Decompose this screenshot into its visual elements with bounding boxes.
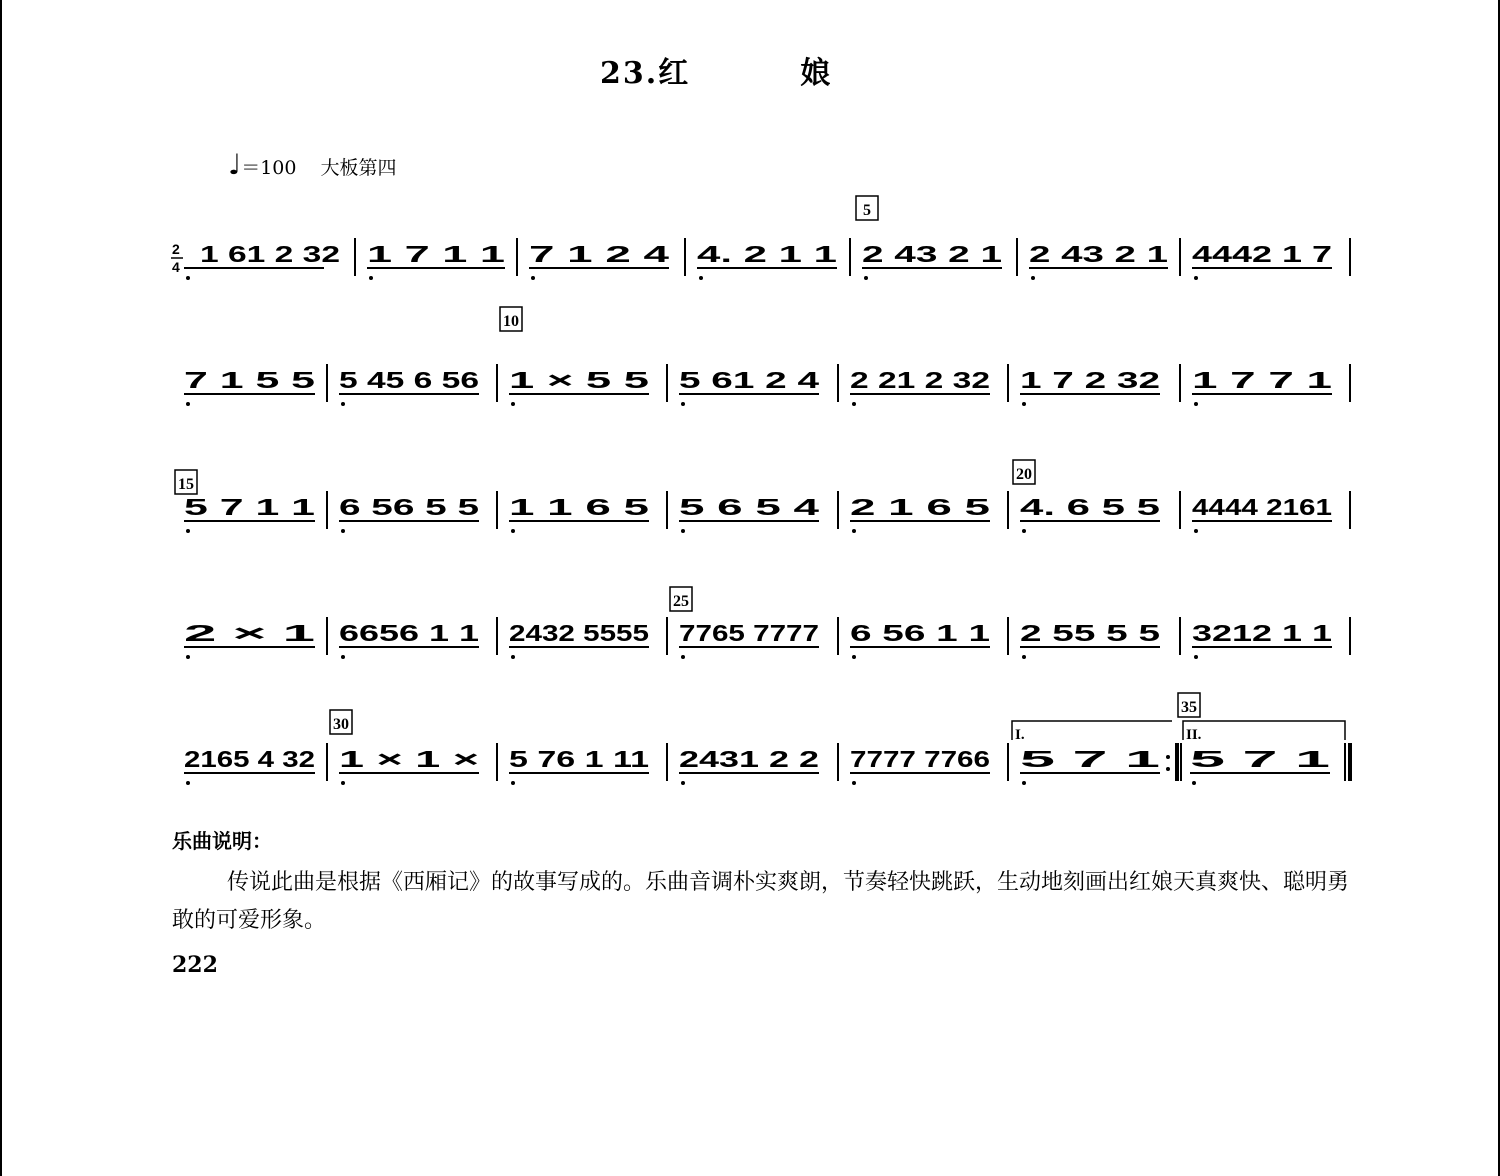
time-sig-bottom: 4 [172, 259, 180, 275]
octave-dot [341, 402, 345, 406]
measure-notes: 3212 1 1 [1192, 620, 1333, 646]
octave-dot [186, 529, 190, 533]
tempo-style: 大板第四 [320, 157, 397, 179]
measure-notes: 2 21 2 32 [850, 367, 990, 393]
measure-notes: 7 1 2 4 [529, 241, 670, 267]
octave-dot [186, 655, 190, 659]
measure-notes: 2 43 2 1 [1029, 241, 1169, 267]
octave-dot [681, 402, 685, 406]
octave-dot [1194, 655, 1198, 659]
rehearsal-mark-number: 30 [333, 716, 349, 733]
title-word-1: 红 [658, 56, 691, 91]
octave-dot [681, 529, 685, 533]
page-number: 222 [172, 952, 218, 978]
measure-notes: 2431 2 2 [679, 746, 819, 772]
octave-dot [511, 655, 515, 659]
measure-notes: 7765 7777 [679, 620, 819, 646]
measure-notes: 2432 5555 [509, 620, 650, 646]
time-sig-top: 2 [172, 241, 180, 257]
measure-notes: 2 1 6 5 [850, 494, 991, 520]
measure-notes: 2 × 1 [184, 620, 316, 646]
notes-paragraph: 传说此曲是根据《西厢记》的故事写成的。乐曲音调朴实爽朗，节奏轻快跳跃，生动地刻画出红娘天真爽快、聪明勇敢的可爱形象。 [172, 870, 1350, 933]
octave-dot [1022, 655, 1026, 659]
measure-notes: 5 61 2 4 [679, 367, 820, 393]
octave-dot [1031, 276, 1035, 280]
octave-dot [511, 781, 515, 785]
measure-notes: 6 56 5 5 [339, 494, 480, 520]
rehearsal-mark-number: 35 [1181, 699, 1197, 716]
notes-label: 乐曲说明： [172, 829, 272, 853]
measure-notes: 2 55 5 5 [1020, 620, 1161, 646]
measure-notes: 1 × 1 × [339, 746, 479, 772]
octave-dot [186, 402, 190, 406]
measure-notes: 5 76 1 11 [509, 746, 650, 772]
measure-notes: 4. 2 1 1 [697, 241, 838, 267]
octave-dot [531, 276, 535, 280]
measure-notes: 4. 6 5 5 [1020, 494, 1161, 520]
octave-dot [864, 276, 868, 280]
octave-dot [852, 402, 856, 406]
measure-notes: 1 7 7 1 [1192, 367, 1333, 393]
octave-dot [852, 529, 856, 533]
measure-notes: 7 1 5 5 [184, 367, 316, 393]
rehearsal-mark-number: 5 [863, 202, 871, 219]
octave-dot [852, 781, 856, 785]
octave-dot [1192, 781, 1196, 785]
volta-1-label: I. [1015, 727, 1025, 743]
measure-notes: 5 45 6 56 [339, 367, 479, 393]
measure-notes: 1 61 2 32 [200, 241, 340, 267]
rehearsal-mark-number: 10 [503, 313, 519, 330]
measure-notes: 5 7 1 [1020, 746, 1161, 772]
octave-dot [1194, 529, 1198, 533]
measure-notes: 6656 1 1 [339, 620, 480, 646]
measure-notes: 1 7 2 32 [1020, 367, 1160, 393]
measure-notes: 7777 7766 [850, 746, 990, 772]
octave-dot [341, 655, 345, 659]
repeat-dot [1166, 755, 1170, 759]
octave-dot [511, 529, 515, 533]
volta-1-bracket [1012, 721, 1172, 740]
octave-dot [1022, 402, 1026, 406]
octave-dot [852, 655, 856, 659]
octave-dot [1194, 402, 1198, 406]
octave-dot [369, 276, 373, 280]
rehearsal-mark-number: 15 [178, 476, 194, 493]
octave-dot [681, 655, 685, 659]
volta-2-bracket [1183, 721, 1345, 740]
measure-notes: 5 7 1 1 [184, 494, 316, 520]
octave-dot [341, 529, 345, 533]
octave-dot [186, 781, 190, 785]
octave-dot [511, 402, 515, 406]
measure-notes: 1 × 5 5 [509, 367, 650, 393]
measure-notes: 1 7 1 1 [367, 241, 506, 267]
measure-notes: 1 1 6 5 [509, 494, 650, 520]
measure-notes: 2165 4 32 [184, 746, 315, 772]
title-number: 23. [600, 56, 659, 91]
octave-dot [186, 276, 190, 280]
octave-dot [1194, 276, 1198, 280]
octave-dot [341, 781, 345, 785]
octave-dot [681, 781, 685, 785]
volta-2-label: II. [1186, 727, 1202, 743]
repeat-dot [1166, 767, 1170, 771]
octave-dot [1022, 781, 1026, 785]
rehearsal-mark-number: 20 [1016, 466, 1032, 483]
octave-dot [699, 276, 703, 280]
measure-notes: 5 7 1 [1190, 746, 1331, 772]
octave-dot [1022, 529, 1026, 533]
quarter-note-icon: ♩ [228, 148, 242, 181]
tempo-value: ＝100 [241, 157, 297, 179]
measure-notes: 2 43 2 1 [862, 241, 1003, 267]
measure-notes: 4442 1 7 [1192, 241, 1332, 267]
measure-notes: 4444 2161 [1192, 494, 1333, 520]
measure-notes: 5 6 5 4 [679, 494, 820, 520]
title-word-2: 娘 [800, 56, 833, 91]
measure-notes: 6 56 1 1 [850, 620, 991, 646]
rehearsal-mark-number: 25 [673, 593, 689, 610]
